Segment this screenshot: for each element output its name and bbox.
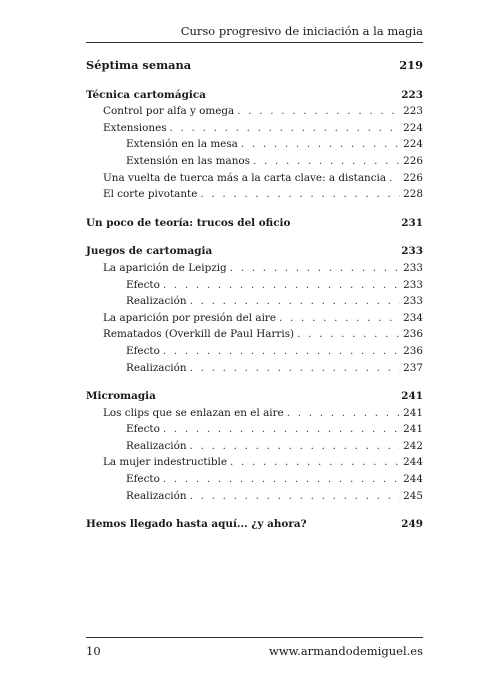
- toc-entry-page: 242: [403, 439, 423, 452]
- toc-section-page: 241: [401, 390, 423, 403]
- toc-entry-page: 226: [403, 154, 423, 167]
- table-of-contents: [86, 58, 423, 535]
- running-header: Curso progresivo de iniciación a la magia: [180, 24, 423, 38]
- toc-section-title: Técnica cartomágica: [86, 88, 206, 101]
- toc-subentry[interactable]: [86, 423, 423, 440]
- toc-entry-page: 241: [403, 406, 423, 419]
- toc-entry-page: 245: [403, 489, 423, 502]
- toc-entry-page: 236: [403, 344, 423, 357]
- toc-part-title: Séptima semana: [86, 58, 192, 72]
- toc-entry-title: Una vuelta de tuerca más a la carta clave: a distancia: [103, 171, 387, 184]
- toc-entry-title: La aparición de Leipzig: [103, 261, 227, 274]
- toc-entry-title: Extensiones: [103, 121, 167, 134]
- toc-entry-title: Efecto: [126, 278, 160, 291]
- toc-entry-page: 224: [403, 138, 423, 151]
- toc-entry[interactable]: [86, 407, 423, 424]
- toc-entry-title: La mujer indestructible: [103, 456, 228, 469]
- toc-entry-page: 241: [403, 423, 423, 436]
- toc-subentry[interactable]: [86, 473, 423, 490]
- toc-section-page: 249: [401, 518, 423, 531]
- toc-subentry[interactable]: [86, 490, 423, 507]
- toc-entry-title: Realización: [126, 295, 187, 308]
- toc-entry-page: 236: [403, 328, 423, 341]
- toc-entry-title: Extensión en las manos: [126, 154, 250, 167]
- toc-subentry[interactable]: [86, 295, 423, 312]
- toc-entry[interactable]: [86, 328, 423, 345]
- toc-entry[interactable]: [86, 262, 423, 279]
- toc-entry-title: Realización: [126, 361, 187, 374]
- toc-entry-page: 237: [403, 361, 423, 374]
- toc-subentry[interactable]: [86, 155, 423, 172]
- toc-entry[interactable]: [86, 122, 423, 139]
- toc-section-title: Juegos de cartomagia: [86, 245, 213, 258]
- toc-subentry[interactable]: [86, 345, 423, 362]
- toc-entry-page: 226: [403, 171, 423, 184]
- toc-entry-title: Realización: [126, 439, 187, 452]
- toc-entry[interactable]: [86, 312, 423, 329]
- toc-section[interactable]: [86, 518, 423, 535]
- toc-entry-title: Extensión en la mesa: [126, 138, 238, 151]
- toc-entry-page: 244: [403, 456, 423, 469]
- toc-entry-title: Realización: [126, 489, 187, 502]
- toc-entry[interactable]: [86, 172, 423, 189]
- toc-section-page: 231: [401, 216, 423, 229]
- toc-entry-title: La aparición por presión del aire: [103, 311, 277, 324]
- toc-entry-title: Los clips que se enlazan en el aire: [103, 406, 284, 419]
- toc-entry-page: 223: [403, 105, 423, 118]
- toc-subentry[interactable]: [86, 362, 423, 379]
- toc-section[interactable]: [86, 390, 423, 407]
- toc-part[interactable]: [86, 58, 423, 75]
- toc-section[interactable]: [86, 245, 423, 262]
- toc-entry-page: 224: [403, 121, 423, 134]
- toc-section-page: 233: [401, 245, 423, 258]
- toc-subentry[interactable]: [86, 440, 423, 457]
- toc-entry-page: 228: [403, 188, 423, 201]
- toc-section-page: 223: [401, 88, 423, 101]
- toc-entry-page: 233: [403, 278, 423, 291]
- toc-entry-page: 244: [403, 473, 423, 486]
- toc-subentry[interactable]: [86, 279, 423, 296]
- toc-entry[interactable]: [86, 105, 423, 122]
- toc-entry-title: Efecto: [126, 423, 160, 436]
- toc-section-title: Hemos llegado hasta aquí... ¿y ahora?: [86, 518, 307, 531]
- toc-entry-title: Efecto: [126, 344, 160, 357]
- toc-section-title: Un poco de teoría: trucos del oficio: [86, 216, 291, 229]
- toc-part-page: 219: [399, 58, 423, 72]
- toc-entry-page: 233: [403, 261, 423, 274]
- website-url[interactable]: www.armandodemiguel.es: [269, 644, 423, 658]
- toc-entry-title: Control por alfa y omega: [103, 105, 235, 118]
- toc-section-title: Micromagia: [86, 390, 156, 403]
- toc-entry-title: Efecto: [126, 473, 160, 486]
- folio-page-number: 10: [86, 644, 101, 658]
- toc-section[interactable]: [86, 89, 423, 106]
- toc-subentry[interactable]: [86, 138, 423, 155]
- toc-section[interactable]: [86, 217, 423, 234]
- toc-entry[interactable]: [86, 456, 423, 473]
- footer-rule: [86, 637, 423, 638]
- toc-entry-title: Rematados (Overkill de Paul Harris): [103, 328, 295, 341]
- toc-entry-page: 233: [403, 295, 423, 308]
- header-rule: [86, 42, 423, 43]
- toc-entry-page: 234: [403, 311, 423, 324]
- toc-entry[interactable]: [86, 188, 423, 205]
- toc-entry-title: El corte pivotante: [103, 188, 198, 201]
